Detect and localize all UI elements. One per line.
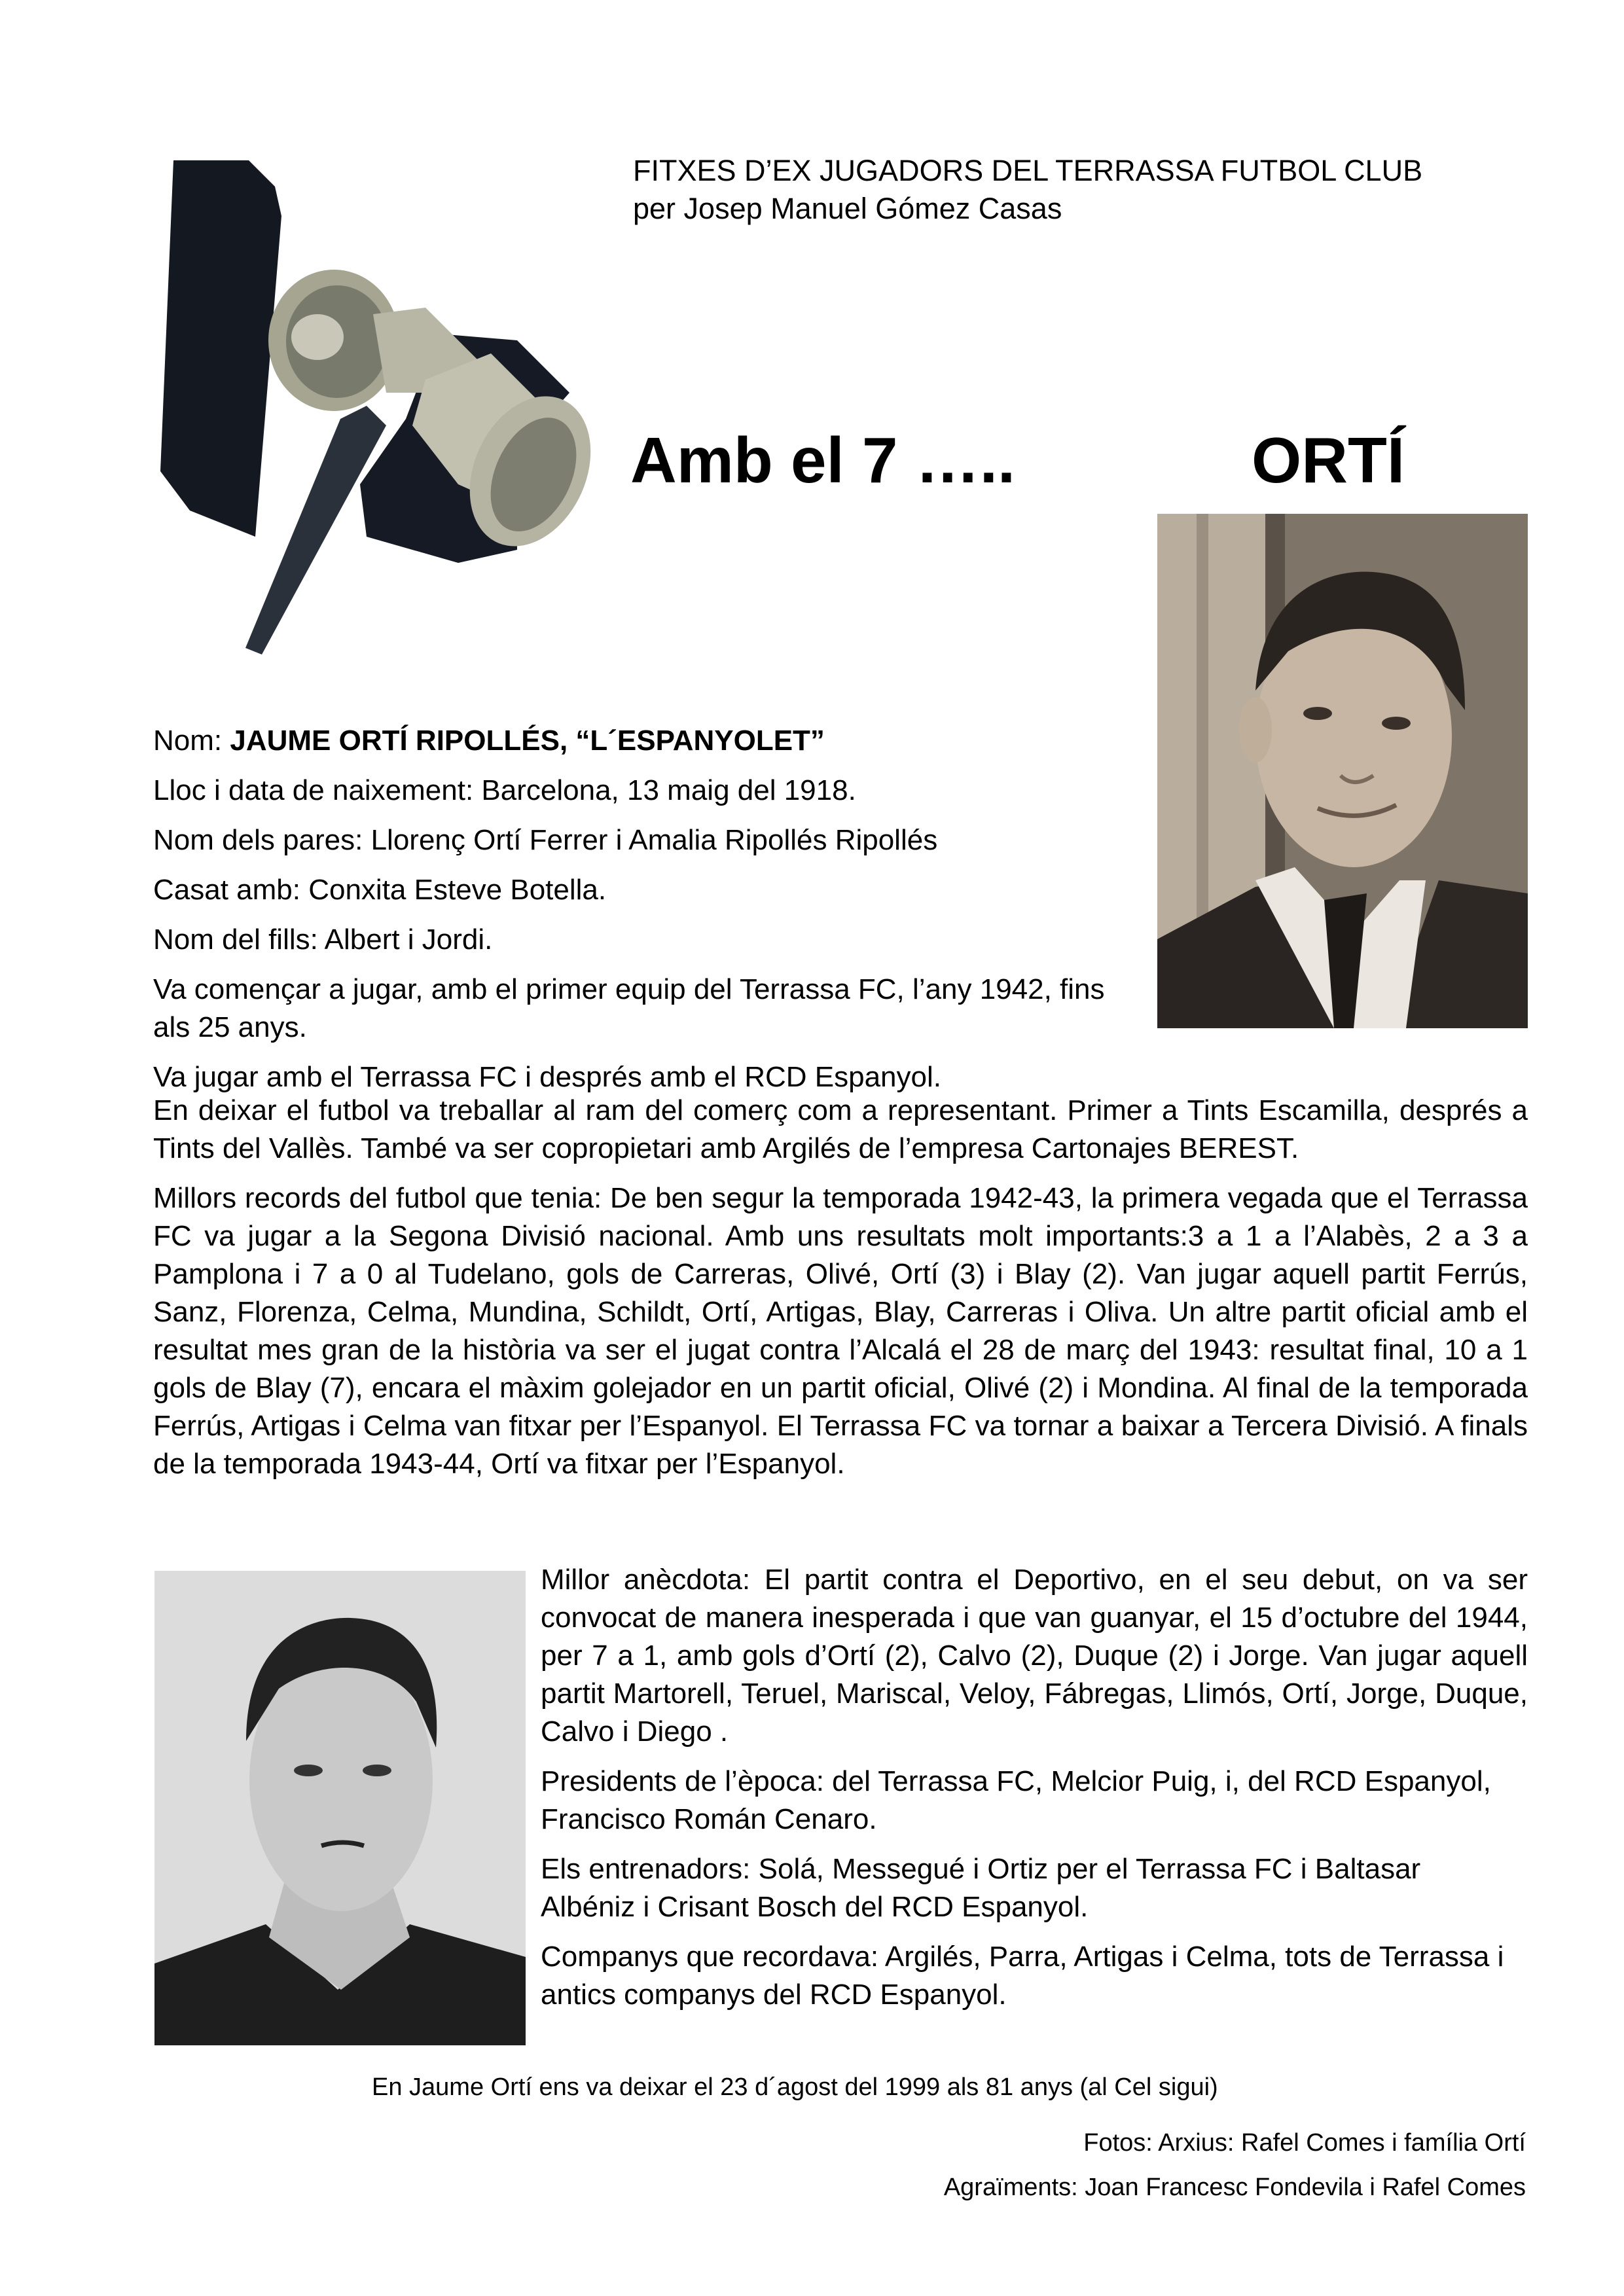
portrait-player-icon xyxy=(154,1571,526,2045)
loudspeaker-image xyxy=(151,144,609,661)
anecdotes-section xyxy=(541,1561,1528,2014)
married-field: Casat amb: Conxita Esteve Botella. xyxy=(153,874,607,906)
name-value: JAUME ORTÍ RIPOLLÉS, “L´ESPANYOLET” xyxy=(230,725,825,757)
after-football-field: En deixar el futbol va treballar al ram del comerç com a representant. Primer a Tints Escamilla, després a Tints del Vallès. També va ser copropietari amb Argilés de l’empresa Cartonajes BEREST. xyxy=(153,1094,1528,1164)
parents-field: Nom dels pares: Llorenç Ortí Ferrer i Amalia Ripollés Ripollés xyxy=(153,824,938,856)
page-title-name: ORTÍ xyxy=(1252,424,1405,496)
presidents-field: Presidents de l’època: del Terrassa FC, Melcior Puig, i, del RCD Espanyol, Francisco Román Cenaro. xyxy=(541,1765,1491,1835)
name-field xyxy=(153,722,1135,760)
portrait-photo-young xyxy=(154,1571,526,2045)
series-title: FITXES D’EX JUGADORS DEL TERRASSA FUTBOL CLUB xyxy=(633,154,1423,187)
page-title-number: Amb el 7 ….. xyxy=(630,424,1016,496)
coaches-field: Els entrenadors: Solá, Messegué i Ortiz per el Terrassa FC i Baltasar Albéniz i Crisant Bosch del RCD Espanyol. xyxy=(541,1853,1421,1923)
player-details xyxy=(153,722,1135,1096)
acknowledgements: Agraïments: Joan Francesc Fondevila i Rafel Comes xyxy=(943,2174,1526,2201)
death-note: En Jaume Ortí ens va deixar el 23 d´agost del 1999 als 81 anys (al Cel sigui) xyxy=(372,2073,1218,2101)
children-field: Nom del fills: Albert i Jordi. xyxy=(153,924,493,956)
portrait-photo-adult xyxy=(1157,514,1528,1028)
anecdote-field: Millor anècdota: El partit contra el Deportivo, en el seu debut, on va ser convocat de manera inesperada i que van guanyar, el 15 d’octubre del 1944, per 7 a 1, amb gols d’Ortí (2), Calvo (2), Duque (2) i Jorge. Van jugar aquell partit Martorell, Teruel, Mariscal, Veloy, Fábregas, Llimós, Ortí, Jorge, Duque, Calvo i Diego . xyxy=(541,1564,1528,1748)
best-records-field: Millors records del futbol que tenia: De ben segur la temporada 1942-43, la primera vegada que el Terrassa FC va jugar a la Segona Divisió nacional. Amb uns resultats molt importants:3 a 1 a l’Alabès, 2 a 3 a Pamplona i 7 a 0 al Tudelano, gols de Carreras, Olivé, Ortí (3) i Blay (2). Van jugar aquell partit Ferrús, Sanz, Florenza, Celma, Mundina, Schildt, Ortí, Artigas, Blay, Carreras i Oliva. Un altre partit oficial amb el resultat mes gran de la història va ser el jugat contra l’Alcalá el 28 de març del 1943: resultat final, 10 a 1 gols de Blay (7), encara el màxim golejador en un partit oficial, Olivé (2) i Mondina. Al final de la temporada Ferrús, Artigas i Celma van fitxar per l’Espanyol. El Terrassa FC va tornar a baixar a Tercera Divisió. A finals de la temporada 1943-44, Ortí va fitxar per l’Espanyol. xyxy=(153,1182,1528,1480)
author-line: per Josep Manuel Gómez Casas xyxy=(633,192,1062,225)
portrait-man-icon xyxy=(1157,514,1528,1028)
photo-credits: Fotos: Arxius: Rafel Comes i família Ortí xyxy=(1083,2129,1526,2157)
teammates-field: Companys que recordava: Argilés, Parra, Artigas i Celma, tots de Terrassa i antics companys del RCD Espanyol. xyxy=(541,1941,1504,2011)
career-start-field: Va començar a jugar, amb el primer equip del Terrassa FC, l’any 1942, fins als 25 anys. xyxy=(153,973,1105,1043)
loudspeaker-icon xyxy=(151,144,609,661)
clubs-field: Va jugar amb el Terrassa FC i després amb el RCD Espanyol. xyxy=(153,1061,941,1093)
biography-body xyxy=(153,1092,1528,1483)
series-header xyxy=(633,152,1422,228)
birth-field: Lloc i data de naixement: Barcelona, 13 maig del 1918. xyxy=(153,774,856,806)
name-label: Nom: xyxy=(153,725,230,757)
